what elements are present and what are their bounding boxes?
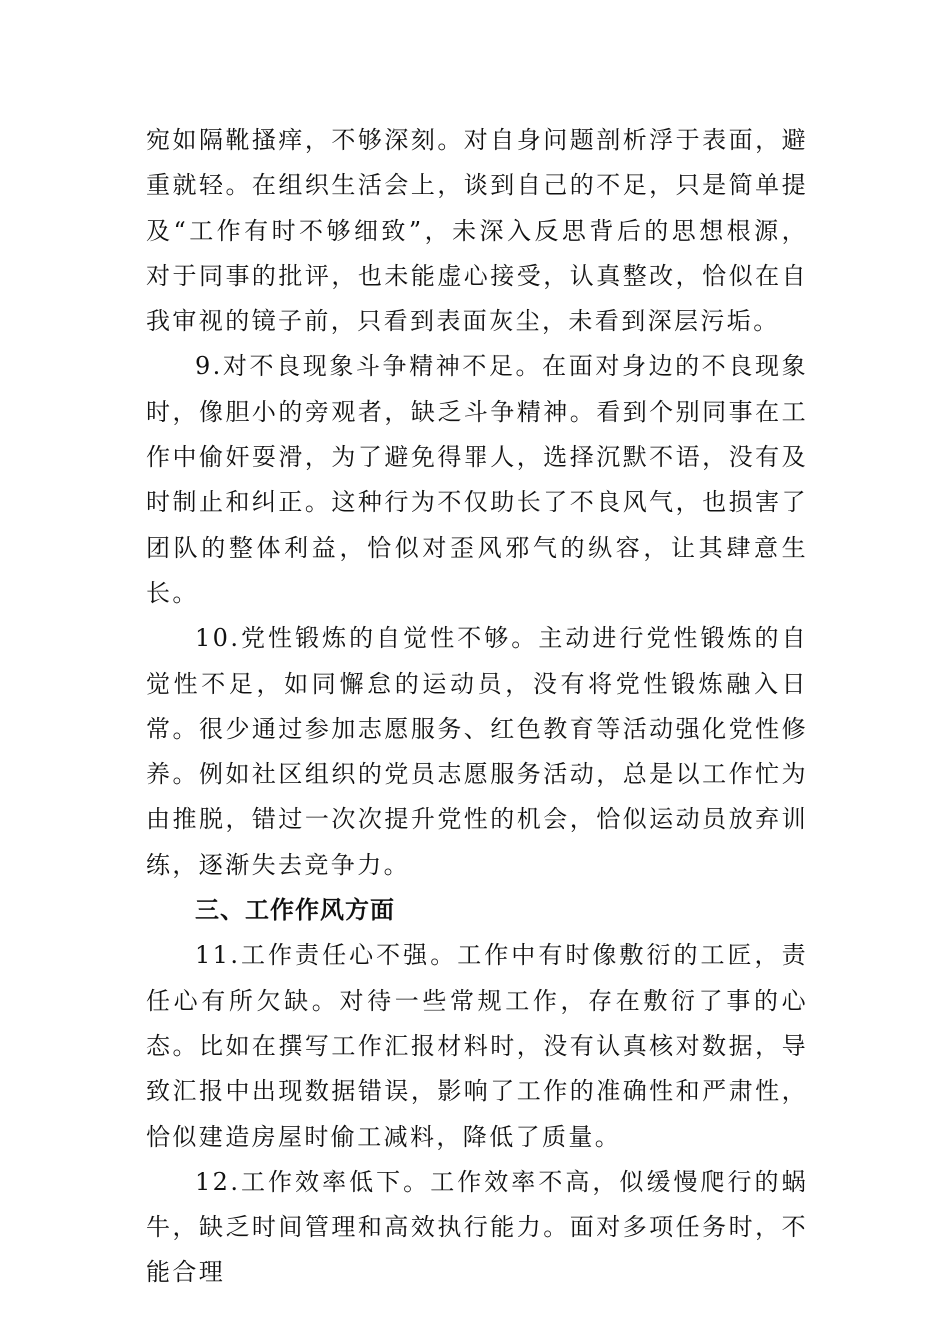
- section-heading-work-style: 三、工作作风方面: [195, 896, 395, 925]
- paragraph-item-12: 12.工作效率低下。工作效率不高，似缓慢爬行的蜗牛，缺乏时间管理和高效执行能力。面对多项任务时，不能合理: [146, 1167, 808, 1287]
- paragraph-continuation: 宛如隔靴搔痒，不够深刻。对自身问题剖析浮于表面，避重就轻。在组织生活会上，谈到自己的不足，只是简单提及“工作有时不够细致”，未深入反思背后的思想根源，对于同事的批评，也未能虚心接受，认真整改，恰似在自我审视的镜子前，只看到表面灰尘，未看到深层污垢。: [146, 126, 808, 336]
- paragraph-item-10: 10.党性锻炼的自觉性不够。主动进行党性锻炼的自觉性不足，如同懈怠的运动员，没有将党性锻炼融入日常。很少通过参加志愿服务、红色教育等活动强化党性修养。例如社区组织的党员志愿服务活动，总是以工作忙为由推脱，错过一次次提升党性的机会，恰似运动员放弃训练，逐渐失去竞争力。: [146, 624, 808, 879]
- paragraph-item-9: 9.对不良现象斗争精神不足。在面对身边的不良现象时，像胆小的旁观者，缺乏斗争精神。看到个别同事在工作中偷奸耍滑，为了避免得罪人，选择沉默不语，没有及时制止和纠正。这种行为不仅助长了不良风气，也损害了团队的整体利益，恰似对歪风邪气的纵容，让其肆意生长。: [146, 352, 808, 607]
- document-body: [146, 118, 808, 1296]
- paragraph-item-11: 11.工作责任心不强。工作中有时像敷衍的工匠，责任心有所欠缺。对待一些常规工作，存在敷衍了事的心态。比如在撰写工作汇报材料时，没有认真核对数据，导致汇报中出现数据错误，影响了工作的准确性和严肃性，恰似建造房屋时偷工减料，降低了质量。: [146, 941, 808, 1151]
